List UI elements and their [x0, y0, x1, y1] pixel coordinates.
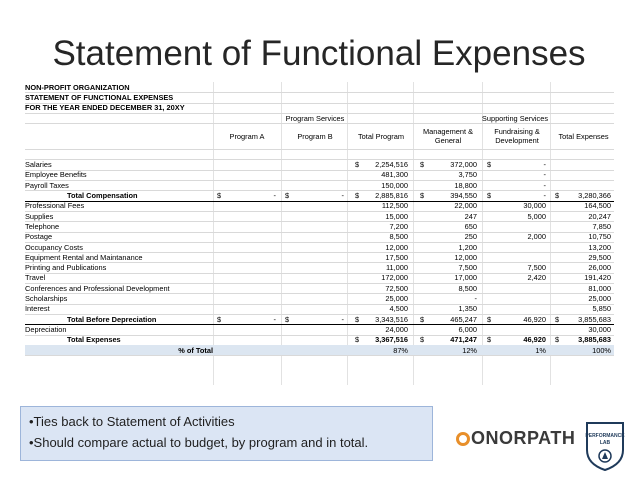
cell-b — [283, 263, 347, 273]
cell-tot: 3,855,683 — [578, 314, 611, 324]
currency-symbol: $ — [487, 160, 492, 170]
currency-symbol: $ — [355, 314, 360, 324]
cell-a — [215, 304, 279, 314]
currency-symbol: $ — [285, 191, 290, 201]
cell-tp: 72,500 — [385, 283, 408, 293]
cell-b — [283, 293, 347, 303]
cell-mg: 471,247 — [450, 335, 477, 345]
cell-fd: 2,000 — [527, 232, 546, 242]
expense-row — [25, 345, 614, 356]
row-label: Depreciation — [25, 324, 67, 334]
row-label: Professional Fees — [25, 201, 85, 211]
currency-symbol: $ — [555, 335, 560, 345]
column-header-a: Program A — [229, 131, 265, 141]
cell-fd — [485, 293, 549, 303]
cell-tp: 87% — [393, 345, 408, 355]
cell-a — [215, 324, 279, 334]
cell-tot: 3,885,683 — [578, 335, 611, 345]
cell-b — [283, 180, 347, 190]
cell-fd — [485, 283, 549, 293]
currency-symbol: $ — [420, 314, 425, 324]
cell-mg: 247 — [464, 211, 477, 221]
logo-ring-icon — [456, 432, 470, 446]
cell-tot: 10,750 — [588, 232, 611, 242]
cell-mg: 394,550 — [450, 191, 477, 201]
cell-b — [283, 242, 347, 252]
cell-b — [283, 283, 347, 293]
cell-tp: 15,000 — [385, 211, 408, 221]
cell-a — [215, 345, 279, 355]
badge-line-1: PERFORMANCE — [585, 433, 625, 439]
cell-fd: 46,920 — [523, 335, 546, 345]
row-label: Printing and Publications — [25, 263, 107, 273]
cell-tot: 25,000 — [588, 294, 611, 304]
cell-tp: 24,000 — [385, 324, 408, 334]
cell-tot: 26,000 — [588, 263, 611, 273]
cell-b — [283, 324, 347, 334]
currency-symbol: $ — [555, 191, 560, 201]
cell-b — [283, 232, 347, 242]
cell-fd: 30,000 — [523, 201, 546, 211]
cell-tot — [553, 180, 614, 190]
cell-b — [283, 221, 347, 231]
cell-tp: 150,000 — [381, 180, 408, 190]
cell-b: - — [341, 314, 344, 324]
cell-a — [215, 170, 279, 180]
cell-fd: - — [543, 160, 546, 170]
cell-a — [215, 180, 279, 190]
row-label: Telephone — [25, 221, 60, 231]
cell-tp: 8,500 — [389, 232, 408, 242]
cell-a — [215, 160, 279, 170]
row-label: Employee Benefits — [25, 170, 87, 180]
cell-b — [283, 201, 347, 211]
cell-a — [215, 335, 279, 345]
cell-tot: 30,000 — [588, 324, 611, 334]
cell-tp: 112,500 — [381, 201, 408, 211]
performance-lab-badge — [583, 420, 627, 472]
cell-a: - — [273, 191, 276, 201]
cell-tot: 13,200 — [588, 242, 611, 252]
period-label: FOR THE YEAR ENDED DECEMBER 31, 20XY — [25, 103, 185, 113]
cell-a — [215, 273, 279, 283]
currency-symbol: $ — [355, 335, 360, 345]
cell-b — [283, 345, 347, 355]
cell-fd: 1% — [535, 345, 546, 355]
cell-mg: 3,750 — [458, 170, 477, 180]
cell-tp: 25,000 — [385, 294, 408, 304]
note-line-2: •Should compare actual to budget, by program and in total. — [29, 435, 369, 450]
column-header-mg: Management & General — [422, 127, 474, 146]
currency-symbol: $ — [487, 335, 492, 345]
cell-mg: 6,000 — [458, 324, 477, 334]
row-label: Conferences and Professional Development — [25, 283, 170, 293]
cell-mg: 18,800 — [454, 180, 477, 190]
cell-fd: 5,000 — [527, 211, 546, 221]
cell-a — [215, 232, 279, 242]
currency-symbol: $ — [217, 191, 222, 201]
currency-symbol: $ — [487, 314, 492, 324]
cell-fd — [485, 242, 549, 252]
cell-a: - — [273, 314, 276, 324]
functional-expenses-table — [25, 82, 614, 385]
cell-tp: 17,500 — [385, 252, 408, 262]
cell-fd — [485, 324, 549, 334]
cell-a — [215, 252, 279, 262]
row-label: Postage — [25, 232, 53, 242]
column-header-fd: Fundraising & Development — [494, 127, 540, 146]
cell-a — [215, 263, 279, 273]
cell-b — [283, 252, 347, 262]
cell-tp: 4,500 — [389, 304, 408, 314]
cell-fd: - — [543, 191, 546, 201]
currency-symbol: $ — [420, 335, 425, 345]
donorpath-logo — [456, 428, 575, 449]
cell-a — [215, 201, 279, 211]
cell-fd: 46,920 — [523, 314, 546, 324]
row-label: Interest — [25, 304, 50, 314]
cell-b — [283, 170, 347, 180]
cell-fd — [485, 221, 549, 231]
badge-shield-icon — [583, 420, 627, 472]
cell-mg: 17,000 — [454, 273, 477, 283]
cell-mg: 7,500 — [458, 263, 477, 273]
cell-mg: 250 — [464, 232, 477, 242]
cell-b — [283, 304, 347, 314]
cell-mg: 465,247 — [450, 314, 477, 324]
row-label: Salaries — [25, 160, 52, 170]
notes-box — [20, 406, 433, 461]
cell-fd: 2,420 — [527, 273, 546, 283]
cell-a — [215, 242, 279, 252]
cell-a — [215, 211, 279, 221]
column-header-b: Program B — [297, 131, 333, 141]
cell-mg: 12% — [462, 345, 477, 355]
cell-tp: 3,367,516 — [375, 335, 408, 345]
cell-tp: 3,343,516 — [375, 314, 408, 324]
row-label: Total Before Depreciation — [67, 314, 157, 324]
cell-mg: 12,000 — [454, 252, 477, 262]
cell-a — [215, 283, 279, 293]
currency-symbol: $ — [487, 191, 492, 201]
logo-text: ONORPATH — [471, 428, 576, 448]
cell-tp: 2,885,816 — [375, 191, 408, 201]
cell-a — [215, 293, 279, 303]
slide-title: Statement of Functional Expenses — [52, 34, 586, 73]
cell-mg: 22,000 — [454, 201, 477, 211]
cell-mg: - — [474, 294, 477, 304]
column-header-row — [25, 123, 614, 150]
row-label: % of Total — [178, 345, 213, 355]
cell-a — [215, 221, 279, 231]
currency-symbol: $ — [555, 314, 560, 324]
row-label: Occupancy Costs — [25, 242, 83, 252]
row-label: Total Expenses — [67, 335, 121, 345]
cell-mg: 8,500 — [458, 283, 477, 293]
cell-tot — [553, 170, 614, 180]
org-name: NON-PROFIT ORGANIZATION — [25, 82, 130, 92]
cell-tot: 3,280,366 — [578, 191, 611, 201]
statement-name: STATEMENT OF FUNCTIONAL EXPENSES — [25, 92, 174, 102]
cell-tp: 12,000 — [385, 242, 408, 252]
cell-b — [283, 273, 347, 283]
row-label: Payroll Taxes — [25, 180, 69, 190]
column-header-tp: Total Program — [357, 131, 404, 141]
cell-tp: 11,000 — [385, 263, 408, 273]
currency-symbol: $ — [355, 160, 360, 170]
cell-tot: 81,000 — [588, 283, 611, 293]
cell-tot: 5,850 — [592, 304, 611, 314]
cell-tot: 20,247 — [588, 211, 611, 221]
row-label: Travel — [25, 273, 46, 283]
row-label: Scholarships — [25, 294, 68, 304]
cell-tp: 2,254,516 — [375, 160, 408, 170]
currency-symbol: $ — [420, 191, 425, 201]
cell-tot: 100% — [592, 345, 611, 355]
supporting-services-header: Supporting Services — [481, 113, 549, 123]
cell-b — [283, 211, 347, 221]
note-line-1: •Ties back to Statement of Activities — [29, 414, 235, 429]
currency-symbol: $ — [420, 160, 425, 170]
cell-tp: 172,000 — [381, 273, 408, 283]
cell-b — [283, 160, 347, 170]
cell-tot: 164,500 — [584, 201, 611, 211]
cell-fd: - — [543, 180, 546, 190]
cell-fd — [485, 252, 549, 262]
cell-tot — [553, 160, 614, 170]
cell-tp: 481,300 — [381, 170, 408, 180]
row-label: Supplies — [25, 211, 54, 221]
cell-tot: 29,500 — [588, 252, 611, 262]
column-header-tot: Total Expenses — [558, 131, 609, 141]
row-label: Equipment Rental and Maintanance — [25, 252, 143, 262]
currency-symbol: $ — [217, 314, 222, 324]
currency-symbol: $ — [355, 191, 360, 201]
cell-tot: 191,420 — [584, 273, 611, 283]
cell-fd: - — [543, 170, 546, 180]
row-label: Total Compensation — [67, 191, 138, 201]
badge-line-2: LAB — [599, 440, 611, 446]
cell-tp: 7,200 — [389, 221, 408, 231]
cell-fd: 7,500 — [527, 263, 546, 273]
program-services-header: Program Services — [285, 113, 345, 123]
cell-mg: 372,000 — [450, 160, 477, 170]
cell-mg: 650 — [464, 221, 477, 231]
cell-mg: 1,350 — [458, 304, 477, 314]
cell-fd — [485, 304, 549, 314]
cell-b — [283, 335, 347, 345]
cell-tot: 7,850 — [592, 221, 611, 231]
cell-mg: 1,200 — [458, 242, 477, 252]
currency-symbol: $ — [285, 314, 290, 324]
cell-b: - — [341, 191, 344, 201]
